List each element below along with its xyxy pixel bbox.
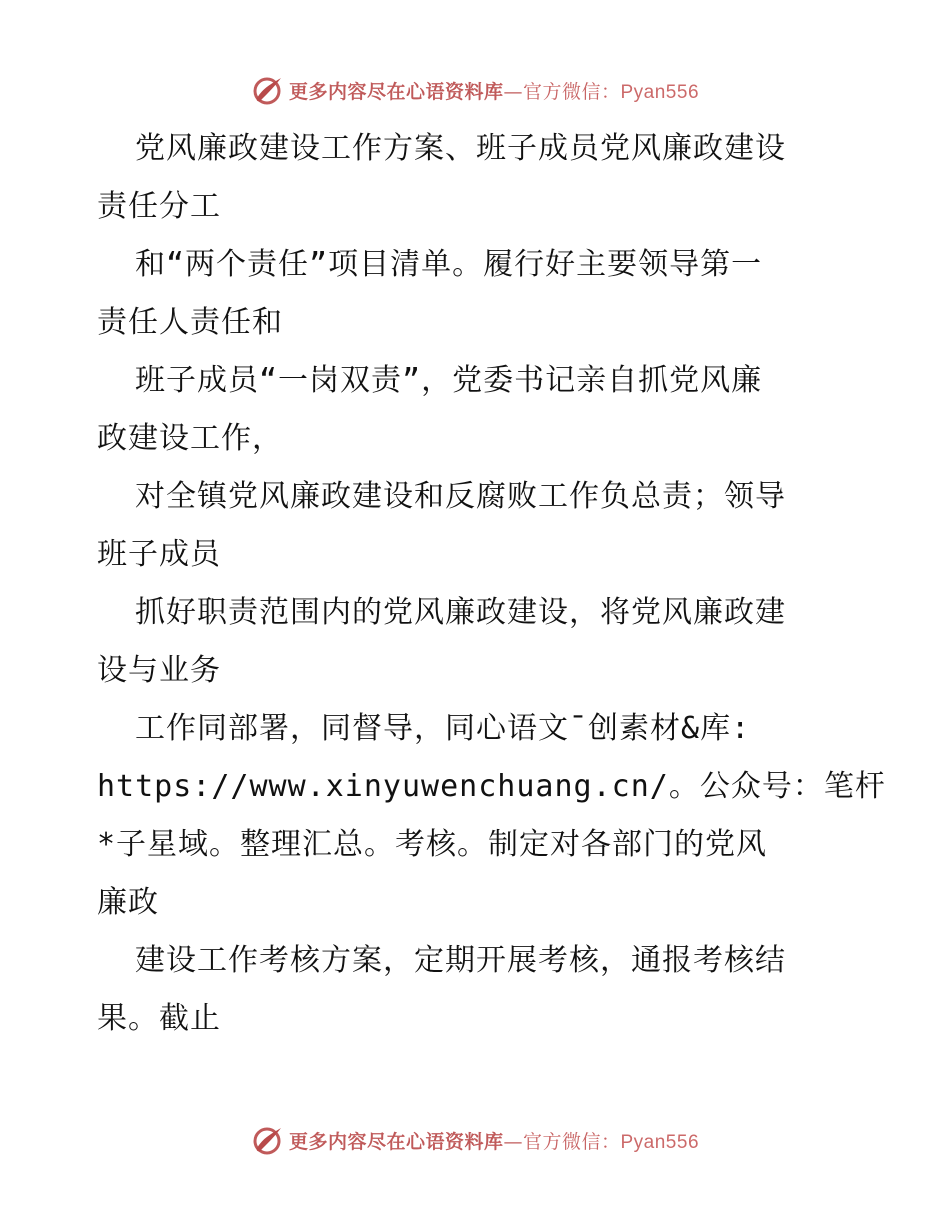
body-line: *子星域。整理汇总。考核。制定对各部门的党风 xyxy=(97,827,768,862)
body-line: 建设工作考核方案，定期开展考核，通报考核结 xyxy=(135,943,786,978)
document-body xyxy=(97,120,886,1048)
footer-banner xyxy=(0,1120,950,1160)
body-line: 对全镇党风廉政建设和反腐败工作负总责；领导 xyxy=(135,479,786,514)
header-banner-sub: 官方微信： xyxy=(522,80,621,103)
body-line: 抓好职责范围内的党风廉政建设，将党风廉政建 xyxy=(135,595,786,630)
body-line: 党风廉政建设工作方案、班子成员党风廉政建设 xyxy=(135,131,786,166)
body-line: 和“两个责任”项目清单。履行好主要领导第一 xyxy=(135,247,763,282)
header-banner-main: 更多内容尽在心语资料库 xyxy=(288,80,504,103)
brush-logo-icon xyxy=(251,74,283,106)
header-banner-text xyxy=(289,77,699,104)
footer-banner-sub: 官方微信： xyxy=(522,1130,621,1153)
body-line: 果。截止 xyxy=(97,1001,221,1036)
body-line: 责任人责任和 xyxy=(97,305,283,340)
brush-logo-icon xyxy=(251,1124,283,1156)
footer-banner-text xyxy=(289,1127,699,1154)
header-banner-account: Pyan556 xyxy=(620,81,700,103)
body-line: 班子成员 xyxy=(97,537,221,572)
body-line: 设与业务 xyxy=(97,653,221,688)
footer-banner-account: Pyan556 xyxy=(620,1131,700,1153)
footer-banner-main: 更多内容尽在心语资料库 xyxy=(288,1130,504,1153)
body-line: 政建设工作， xyxy=(97,421,283,456)
body-line: https://www.xinyuwenchuang.cn/。公众号：笔杆 xyxy=(97,769,886,804)
body-line: 班子成员“一岗双责”，党委书记亲自抓党风廉 xyxy=(135,363,763,398)
body-line: 廉政 xyxy=(97,885,159,920)
header-banner xyxy=(0,70,950,110)
footer-banner-dash: — xyxy=(503,1130,523,1153)
body-line: 责任分工 xyxy=(97,189,221,224)
body-line: 工作同部署，同督导，同心语文¯创素材&库: xyxy=(135,711,751,746)
header-banner-dash: — xyxy=(503,80,523,103)
